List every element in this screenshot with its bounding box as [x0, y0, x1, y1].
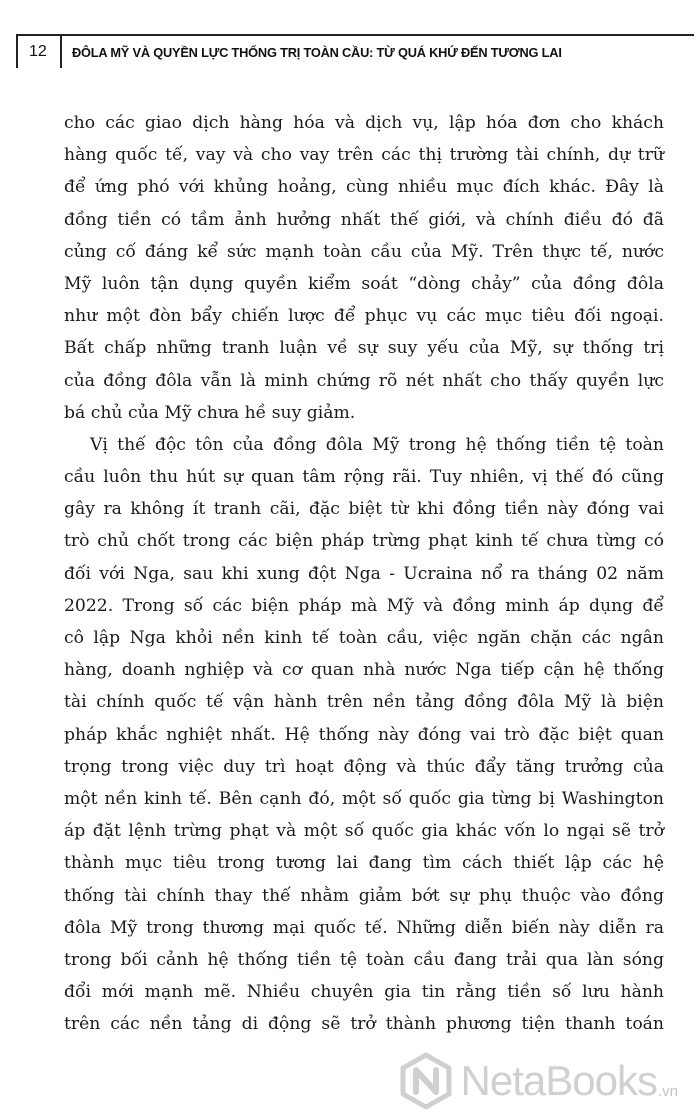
text-line: Bất chấp những tranh luận về sự suy yếu của Mỹ, sự thống trị: [64, 338, 664, 359]
text-line: 2022. Trong số các biện pháp mà Mỹ và đồng minh áp dụng để: [64, 595, 664, 616]
header-left-rule: [16, 34, 18, 68]
netabooks-watermark: [397, 1048, 678, 1114]
text-line: Vị thế độc tôn của đồng đôla Mỹ trong hệ thống tiền tệ toàn: [90, 434, 664, 455]
watermark-brand: NetaBooks: [460, 1057, 657, 1104]
netabooks-logo-icon: [397, 1052, 455, 1110]
text-line: trên các nền tảng di động sẽ trở thành phương tiện thanh toán: [64, 1014, 664, 1035]
header-top-rule: [16, 34, 694, 36]
running-header: [16, 34, 694, 68]
text-line: thống tài chính thay thế nhằm giảm bớt sự phụ thuộc vào đồng: [64, 885, 664, 906]
text-line: bá chủ của Mỹ chưa hề suy giảm.: [64, 402, 356, 423]
text-line: đổi mới mạnh mẽ. Nhiều chuyên gia tin rằng tiền số lưu hành: [64, 982, 664, 1003]
text-line: một nền kinh tế. Bên cạnh đó, một số quốc gia từng bị Washington: [64, 788, 664, 809]
text-line: thành mục tiêu trong tương lai đang tìm cách thiết lập các hệ: [64, 853, 664, 874]
body-text: [64, 107, 664, 1040]
text-line: Mỹ luôn tận dụng quyền kiểm soát “dòng chảy” của đồng đôla: [64, 273, 664, 294]
text-line: tài chính quốc tế vận hành trên nền tảng đồng đôla Mỹ là biện: [64, 692, 664, 713]
watermark-tld: .vn: [657, 1083, 678, 1100]
text-line: đối với Nga, sau khi xung đột Nga - Ucraina nổ ra tháng 02 năm: [64, 563, 664, 584]
text-line: để ứng phó với khủng hoảng, cùng nhiều mục đích khác. Đây là: [64, 177, 664, 198]
running-title: ĐÔLA MỸ VÀ QUYỀN LỰC THỐNG TRỊ TOÀN CẦU: TỪ QUÁ KHỨ ĐẾN TƯƠNG LAI: [72, 45, 562, 60]
text-line: trò chủ chốt trong các biện pháp trừng phạt kinh tế chưa từng có: [64, 531, 664, 552]
text-line: của đồng đôla vẫn là minh chứng rõ nét nhất cho thấy quyền lực: [64, 370, 664, 391]
page-number: 12: [29, 43, 47, 60]
text-line: gây ra không ít tranh cãi, đặc biệt từ khi đồng tiền này đóng vai: [64, 499, 664, 520]
text-line: pháp khắc nghiệt nhất. Hệ thống này đóng vai trò đặc biệt quan: [64, 724, 664, 745]
text-line: củng cố đáng kể sức mạnh toàn cầu của Mỹ. Trên thực tế, nước: [64, 241, 664, 262]
text-line: như một đòn bẩy chiến lược để phục vụ các mục tiêu đối ngoại.: [64, 306, 664, 327]
text-line: trọng trong việc duy trì hoạt động và thúc đẩy tăng trưởng của: [64, 756, 664, 777]
text-line: hàng, doanh nghiệp và cơ quan nhà nước Nga tiếp cận hệ thống: [64, 660, 664, 681]
text-line: cầu luôn thu hút sự quan tâm rộng rãi. Tuy nhiên, vị thế đó cũng: [64, 467, 664, 488]
text-line: đôla Mỹ trong thương mại quốc tế. Những diễn biến này diễn ra: [64, 917, 664, 938]
text-line: trong bối cảnh hệ thống tiền tệ toàn cầu đang trải qua làn sóng: [64, 949, 664, 970]
text-line: cho các giao dịch hàng hóa và dịch vụ, lập hóa đơn cho khách: [64, 113, 664, 133]
header-divider: [60, 34, 62, 68]
text-line: áp đặt lệnh trừng phạt và một số quốc gia khác vốn lo ngại sẽ trở: [64, 821, 664, 842]
text-line: đồng tiền có tầm ảnh hưởng nhất thế giới, và chính điều đó đã: [64, 209, 664, 230]
text-line: cô lập Nga khỏi nền kinh tế toàn cầu, việc ngăn chặn các ngân: [64, 628, 664, 648]
text-line: hàng quốc tế, vay và cho vay trên các thị trường tài chính, dự trữ: [64, 145, 664, 166]
